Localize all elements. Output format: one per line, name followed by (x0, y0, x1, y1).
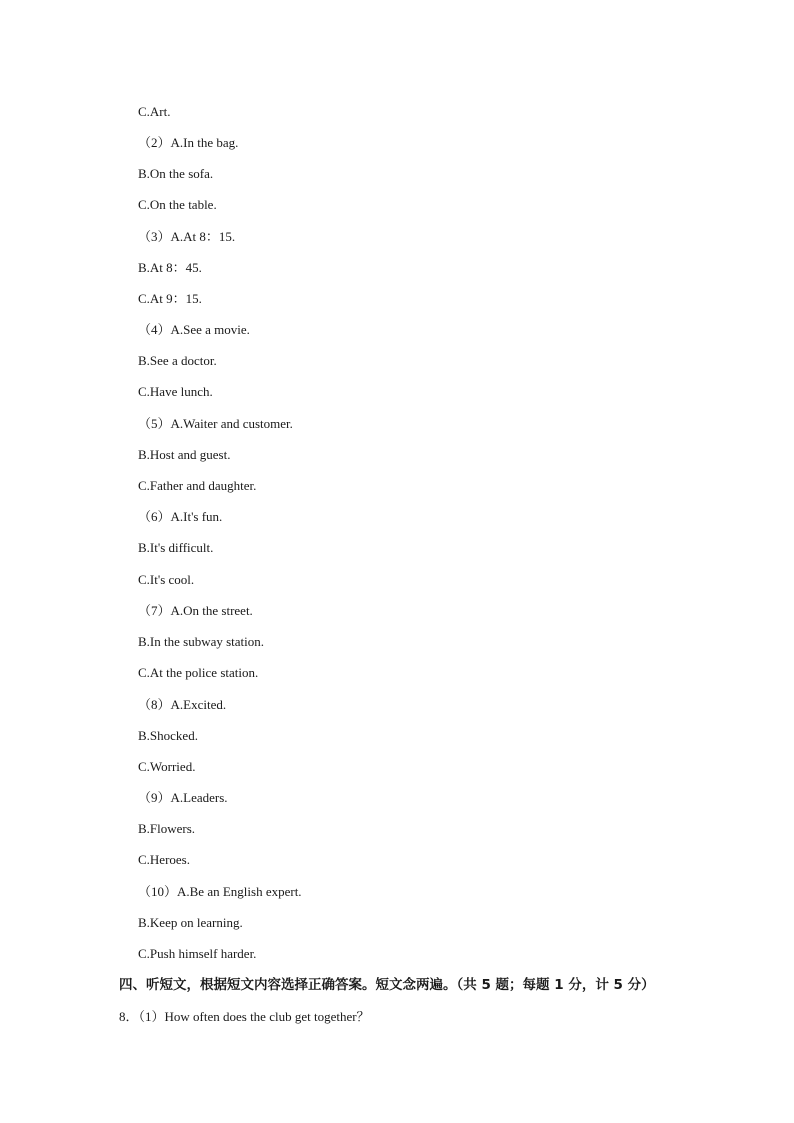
option-line: B.At 8：45. (138, 260, 202, 275)
option-line: （2）A.In the bag. (138, 135, 239, 150)
option-line: B.It's difficult. (138, 540, 214, 555)
option-line: B.On the sofa. (138, 166, 214, 181)
option-line: B.See a doctor. (138, 353, 217, 368)
option-line: C.It's cool. (138, 572, 195, 587)
option-line: C.Heroes. (138, 852, 190, 867)
option-line: C.Have lunch. (138, 384, 213, 399)
option-line: B.Host and guest. (138, 447, 231, 462)
option-line: B.Flowers. (138, 821, 196, 836)
section-heading: 四、听短文，根据短文内容选择正确答案。短文念两遍。（共 5 题；每题 1 分，计 5 分） (119, 977, 655, 993)
option-line: C.Worried. (138, 759, 196, 774)
option-line: （5）A.Waiter and customer. (138, 416, 293, 431)
option-line: （4）A.See a movie. (138, 322, 250, 337)
option-line: C.Art. (138, 104, 171, 119)
option-line: （9）A.Leaders. (138, 790, 228, 805)
option-line: （10）A.Be an English expert. (138, 884, 302, 899)
option-line: （7）A.On the street. (138, 603, 253, 618)
option-line: C.At the police station. (138, 665, 259, 680)
option-line: C.On the table. (138, 197, 217, 212)
option-line: C.At 9：15. (138, 291, 202, 306)
option-line: B.Keep on learning. (138, 915, 243, 930)
option-line: B.Shocked. (138, 728, 198, 743)
option-line: C.Push himself harder. (138, 946, 257, 961)
option-line: （6）A.It's fun. (138, 509, 223, 524)
option-line: （8）A.Excited. (138, 697, 227, 712)
option-line: B.In the subway station. (138, 634, 265, 649)
question-text: 8．（1）How often does the club get together？ (119, 1009, 370, 1024)
option-line: C.Father and daughter. (138, 478, 257, 493)
option-line: （3）A.At 8：15. (138, 229, 236, 244)
